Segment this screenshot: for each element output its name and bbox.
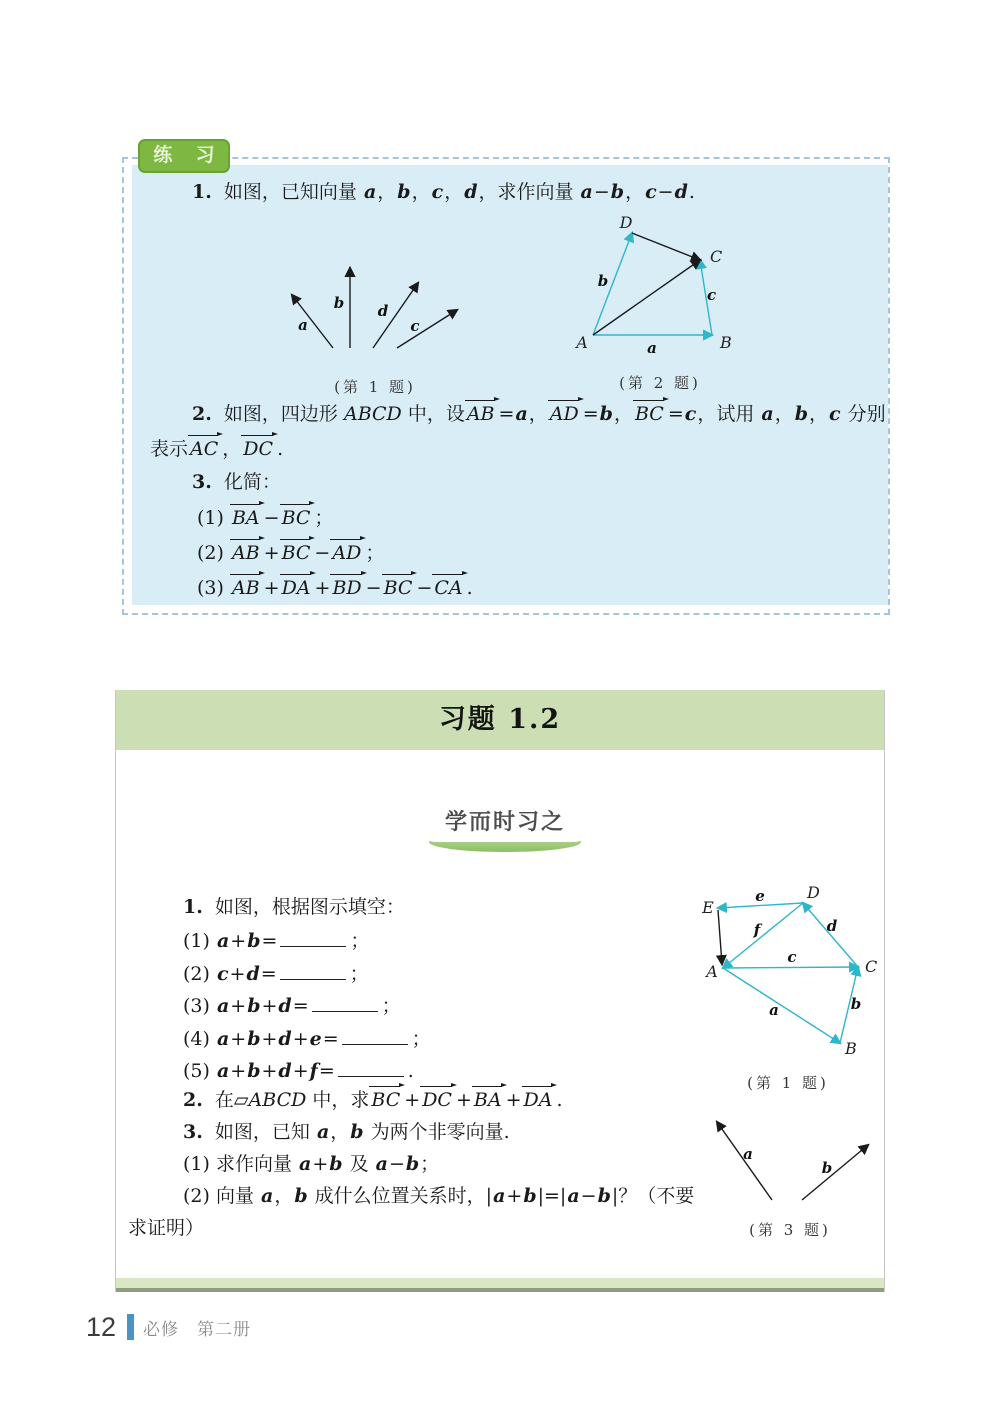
point-D-label: D [807,883,820,902]
edge-DC-arrow [632,233,700,260]
footer-accent-bar [127,1314,134,1340]
practice-problem-3-item-1: (1) BA − BC ； [197,503,333,531]
practice-tab: 练 习 [138,139,230,173]
vector-b-arrow [802,1145,868,1200]
point-A-label: A [706,962,718,981]
exercise-q1-item-3: (3) a+b+d= ； [183,995,401,1017]
badge-label: 学而时习之 [425,802,585,842]
figure-practice-1 [262,240,582,402]
footer-book-title: 必修 第二册 [143,1320,251,1340]
vector-c-label: c [707,286,717,304]
exercise-q1-item-5: (5) a+b+d+f= . [183,1060,414,1082]
figure-caption: (第 2 题) [619,374,701,392]
point-B-label: B [720,333,732,352]
vector-a-label: a [743,1145,753,1163]
vector-a-label: a [769,1001,779,1019]
exercise-q2: 2. 在▱ABCD 中，求 BC + DC + BA + DA . [183,1085,563,1113]
practice-problem-1: 1. 如图，已知向量 a，b，c，d，求作向量 a−b，c−d. [192,181,695,203]
figure-practice-2 [560,212,840,400]
exercise-q1-item-4: (4) a+b+d+e= ； [183,1028,431,1050]
practice-problem-2-line2: 表示 AC ， DC . [150,434,283,462]
figure-caption: (第 3 题) [749,1221,831,1239]
page-number: 12 [86,1312,117,1342]
exercise-header: 习题 1.2 [116,690,884,750]
exercise-q3-item-2: (2) 向量 a，b 成什么位置关系时，|a+b|=|a−b|？（不要 [183,1185,695,1207]
vector-d-label: d [826,917,838,935]
vector-b-label: b [850,995,862,1013]
practice-problem-3-item-2: (2) AB + BC − AD ； [197,538,384,566]
practice-problem-3-item-3: (3) AB + DA + BD − BC − CA . [197,573,473,601]
vector-a-label: a [647,339,657,357]
practice-problem-3: 3. 化简： [192,471,281,493]
section-badge [425,802,585,854]
exercise-q1-item-2: (2) c+d= ； [183,963,369,985]
vector-b-label: b [597,272,609,290]
vector-f-label: f [753,921,761,939]
figure-caption: (第 1 题) [747,1074,829,1092]
exercise-q3-item-1: (1) 求作向量 a+b 及 a−b； [183,1153,440,1175]
edge-AC-vector-c [723,967,858,968]
point-D-label: D [619,213,633,232]
edge-CD-vector-d [803,903,858,967]
point-B-label: B [845,1039,857,1058]
point-A-label: A [576,333,588,352]
vector-b-label: b [821,1159,833,1177]
vector-c-arrow [397,310,457,348]
practice-problem-2-line1: 2. 如图，四边形 ABCD 中，设 AB =a， AD =b， BC =c，试用 a，b，c 分别 [192,399,886,427]
vector-a-label: a [298,316,308,334]
figure-exercise-3 [690,1105,900,1245]
vector-e-label: e [755,887,765,905]
vector-d-label: d [377,302,389,320]
point-C-label: C [710,247,723,266]
edge-AB-vector-a [723,968,840,1043]
exercise-q1: 1. 如图，根据图示填空： [183,896,405,918]
exercise-q3: 3. 如图，已知 a，b 为两个非零向量. [183,1121,510,1143]
figure-caption: (第 1 题) [334,378,416,396]
exercise-q1-item-1: (1) a+b= ； [183,930,370,952]
diagonal-AC-arrow [593,260,700,335]
edge-EA-arrow [718,910,722,964]
exercise-q3-item-2-cont: 求证明） [128,1217,205,1239]
vector-c-label: c [410,317,420,335]
panel-bottom-strip [116,1278,884,1292]
vector-b-label: b [333,294,345,312]
point-E-label: E [702,898,714,917]
point-C-label: C [865,957,878,976]
vector-c-label: c [787,948,797,966]
figure-exercise-1 [690,880,900,1095]
